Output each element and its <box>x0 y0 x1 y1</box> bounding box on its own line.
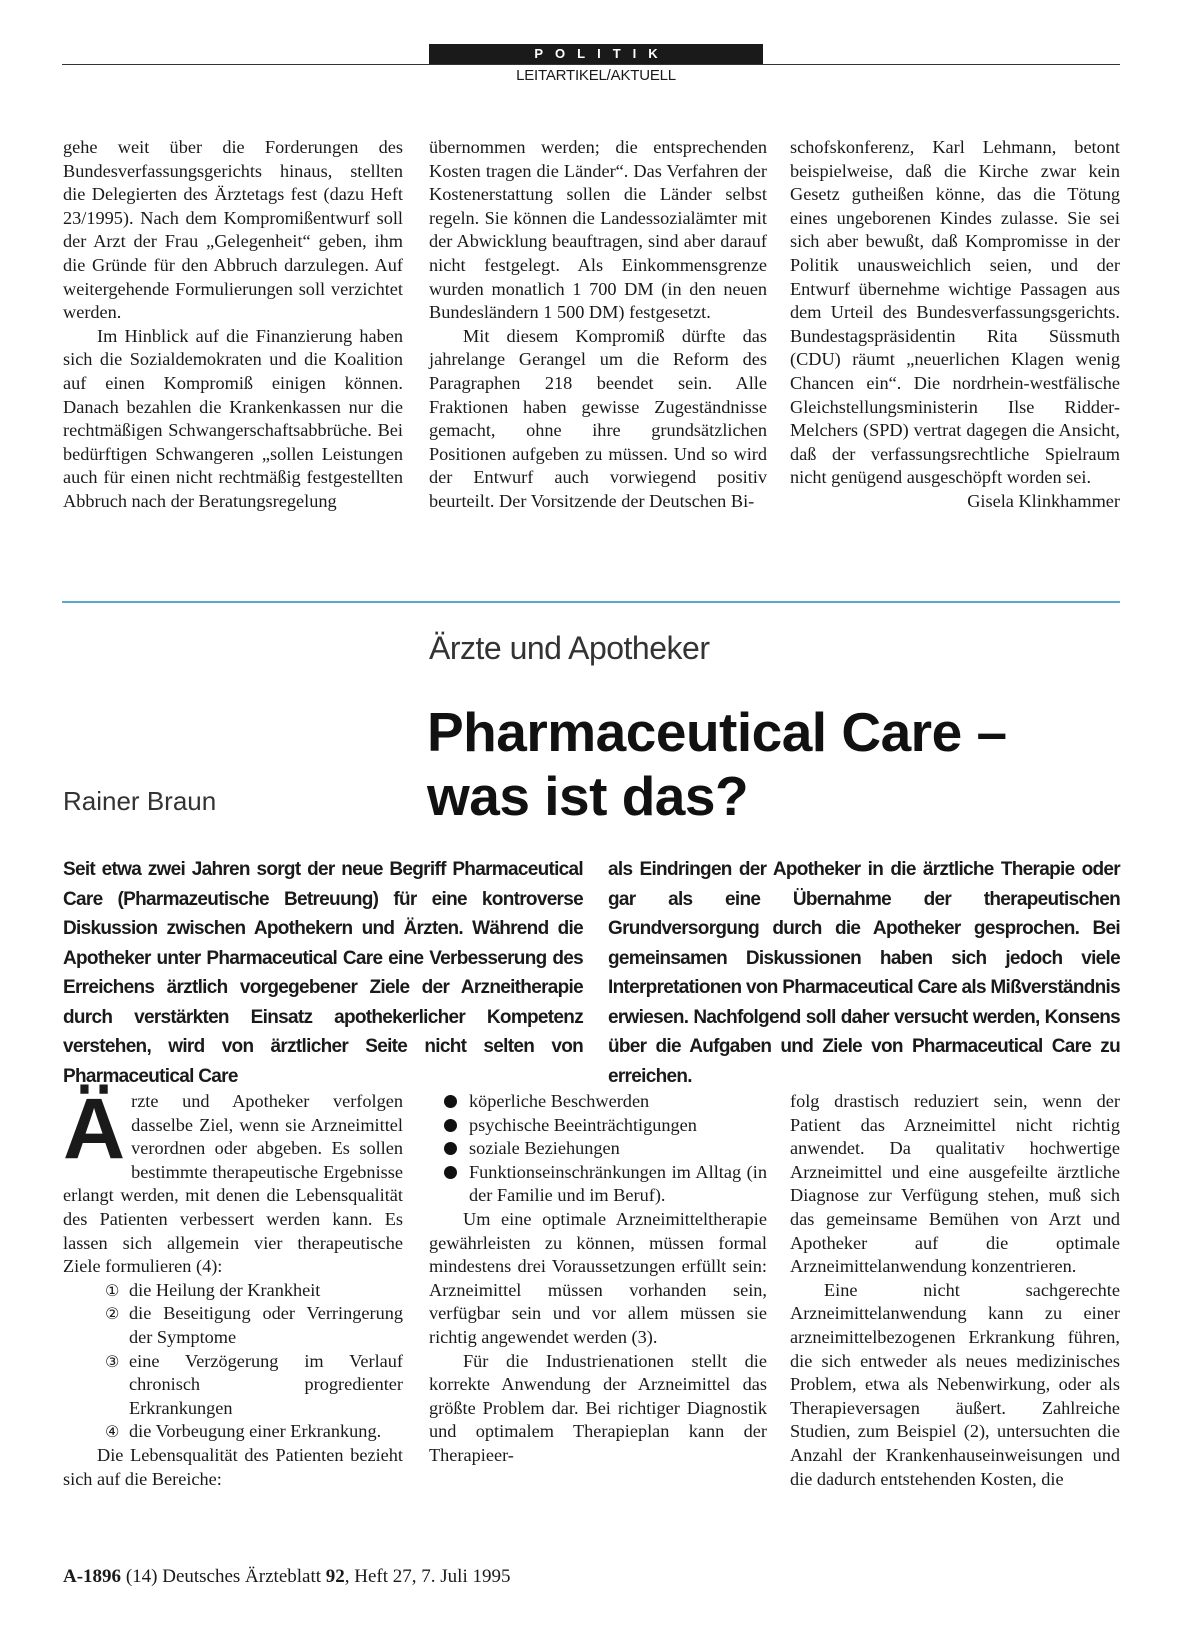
list-item-text: die Heilung der Krankheit <box>129 1279 321 1300</box>
section-title: Ärzte und Apotheker <box>429 630 710 666</box>
goals-list <box>63 1279 403 1444</box>
list-item <box>429 1090 767 1114</box>
bullet-icon <box>444 1166 457 1179</box>
paragraph: Um eine optimale Arzneimitteltherapie gewährleisten zu können, müssen formal mindestens drei Voraussetzungen erfüllt sein: Arzneimittel müssen vorhanden sein, verfügbar sein und vor allem müssen sie richtig angewendet werden (3). <box>429 1208 767 1347</box>
page-number: A-1896 <box>63 1566 122 1587</box>
article-title <box>427 700 1007 828</box>
paragraph: übernommen werden; die entsprechenden Kosten tragen die Länder“. Das Verfahren der Kostenerstattung sollen die Länder selbst regeln. Sie können die Landessozialämter mit der Abwicklung beauftragen, sind aber darauf nicht festgelegt. Als Einkommensgrenze wurden monatlich 1 700 DM (in den neuen Bundesländern 1 500 DM) festgesetzt. <box>429 137 767 323</box>
list-item <box>429 1114 767 1138</box>
lead-column-1: Seit etwa zwei Jahren sorgt der neue Begriff Pharmaceutical Care (Pharmazeutische Betreuung) für eine kontroverse Diskussion zwischen Apothekern und Ärzten. Während die Apotheker unter Pharmaceutical Care eine Verbesserung des Erreichens ärztlich vorgegebener Ziele der Arzneitherapie durch verstärkten Einsatz apothekerlicher Kompetenz verstehen, wird von ärztlicher Seite nicht selten von Pharmaceutical Care <box>63 859 583 1087</box>
body-column-2 <box>429 1090 767 1468</box>
paragraph: gehe weit über die Forderungen des Bundesverfassungsgerichts hinaus, stellten die Delegierten des Ärztetags fest (dazu Heft 23/1995). Nach dem Kompromißentwurf soll der Arzt der Frau „Gelegenheit“ geben, ihm die Gründe für den Abbruch darzulegen. Auf weitergehende Formulierungen soll verzichtet werden. <box>63 137 403 323</box>
bullet-icon <box>444 1119 457 1132</box>
list-item <box>63 1420 403 1444</box>
title-line-2: was ist das? <box>427 765 749 827</box>
list-item-text: psychische Beeinträchtigungen <box>469 1114 697 1135</box>
list-item-text: Funktionseinschränkungen im Alltag (in der Familie und im Beruf). <box>469 1161 767 1206</box>
journal-name: (14) Deutsches Ärzteblatt <box>125 1566 322 1587</box>
subsection-label: LEITARTIKEL/AKTUELL <box>516 67 676 84</box>
number-marker: ② <box>105 1304 120 1324</box>
header-rule <box>62 64 1120 65</box>
paragraph <box>63 1081 403 1279</box>
paragraph: Mit diesem Kompromiß dürfte das jahrelange Gerangel um die Reform des Paragraphen 218 beendet sein. Alle Fraktionen haben gewisse Zugeständnisse gemacht, ohne ihre grundsätzlichen Positionen aufgeben zu müssen. Und so wird der Entwurf auch vorwiegend positiv beurteilt. Der Vorsitzende der Deutschen Bi- <box>429 325 767 511</box>
list-item <box>63 1350 403 1421</box>
top-article-column-2 <box>429 136 767 514</box>
paragraph: Eine nicht sachgerechte Arzneimittelanwendung kann zu einer arzneimittelbezogenen Erkrankung führen, die sich entweder als neues medizinisches Problem, etwa als Nebenwirkung, oder als Therapieversagen äußert. Zahlreiche Studien, zum Beispiel (2), untersuchten die Anzahl der Krankenhauseinweisungen und die dadurch entstehenden Kosten, die <box>790 1279 1120 1489</box>
top-article-column-3 <box>790 136 1120 514</box>
bullet-icon <box>444 1095 457 1108</box>
paragraph: folg drastisch reduziert sein, wenn der Patient das Arzneimittel nicht richtig anwendet. Da qualitativ hochwertige Arzneimittel und eine ausgefeilte ärztliche Diagnose zur Verfügung stehen, muß sich das gemeinsame Bemühen von Arzt und Apotheker auf die optimale Arzneimittelanwendung konzentrieren. <box>790 1091 1120 1277</box>
lead-column-2: als Eindringen der Apotheker in die ärztliche Therapie oder gar als eine Übernahme der therapeutischen Grundversorgung durch die Apotheker gesprochen. Bei gemeinsamen Diskussionen haben sich jedoch viele Interpretationen von Pharmaceutical Care als Mißverständnis erwiesen. Nachfolgend soll daher versucht werden, Konsens über die Aufgaben und Ziele von Pharmaceutical Care zu erreichen. <box>608 859 1120 1087</box>
list-item-text: die Beseitigung oder Verringerung der Symptome <box>129 1303 403 1347</box>
number-marker: ④ <box>105 1422 120 1442</box>
paragraph: Die Lebensqualität des Patienten bezieht sich auf die Bereiche: <box>63 1444 403 1489</box>
paragraph: Für die Industrienationen stellt die korrekte Anwendung der Arzneimittel das größte Problem dar. Bei richtiger Diagnostik und optimalem Therapieplan kann der Therapieer- <box>429 1350 767 1465</box>
volume-number: 92 <box>325 1566 345 1587</box>
page-footer <box>63 1566 511 1588</box>
intro-text: rzte und Apotheker verfolgen dasselbe Ziel, wenn sie Arzneimittel verordnen oder abgeben. Es sollen bestimmte therapeutische Ergebnisse erlangt werden, mit denen die Lebensqualität des Patienten verbessert werden kann. Es lassen sich allgemein vier therapeutische Ziele formulieren (4): <box>63 1091 403 1277</box>
number-marker: ① <box>105 1280 120 1300</box>
list-item <box>429 1161 767 1208</box>
body-column-3 <box>790 1090 1120 1491</box>
article-author: Rainer Braun <box>63 786 217 816</box>
section-banner: POLITIK <box>429 44 763 64</box>
issue-info: , Heft 27, 7. Juli 1995 <box>344 1566 511 1587</box>
list-item-text: die Vorbeugung einer Erkrankung. <box>129 1421 382 1442</box>
title-line-1: Pharmaceutical Care – <box>427 701 1007 763</box>
author-signature: Gisela Klinkhammer <box>967 490 1120 511</box>
list-item-text: soziale Beziehungen <box>469 1138 620 1159</box>
drop-cap: Ä <box>63 1081 126 1177</box>
list-item <box>63 1302 403 1349</box>
section-divider <box>62 601 1120 603</box>
body-column-1 <box>63 1081 403 1491</box>
list-item-text: eine Verzögerung im Verlauf chronisch progredienter Erkrankungen <box>129 1350 403 1418</box>
list-item <box>429 1137 767 1161</box>
paragraph: Im Hinblick auf die Finanzierung haben sich die Sozialdemokraten und die Koalition auf einen Kompromiß einigen können. Danach bezahlen die Krankenkassen nur die rechtmäßigen Schwangerschaftsabbrüche. Bei bedürftigen Schwangeren „sollen Leistungen auch für einen nicht rechtmäßig festgestellten Abbruch nach der Beratungsregelung <box>63 325 403 511</box>
number-marker: ③ <box>105 1351 120 1371</box>
list-item <box>63 1279 403 1303</box>
bullet-icon <box>444 1142 457 1155</box>
list-item-text: köperliche Beschwerden <box>469 1091 650 1111</box>
bullet-list <box>429 1090 767 1208</box>
paragraph: schofskonferenz, Karl Lehmann, betont beispielweise, daß die Kirche zwar kein Gesetz gutheißen könne, das die Tötung eines ungeborenen Kindes zulasse. Sie sei sich aber bewußt, daß Kompromisse in der Politik unausweichlich seien, und der Entwurf übernehme wichtige Passagen aus dem Urteil des Bundesverfassungsgerichts. Bundestagspräsidentin Rita Süssmuth (CDU) räumt „neuerlichen Klagen wenig Chancen ein“. Die nordrhein-westfälische Gleichstellungsministerin Ilse Ridder-Melchers (SPD) vertrat dagegen die Ansicht, daß der verfassungsrechtliche Spielraum nicht genügend ausgeschöpft worden sei. <box>790 137 1120 488</box>
top-article-column-1 <box>63 136 403 514</box>
